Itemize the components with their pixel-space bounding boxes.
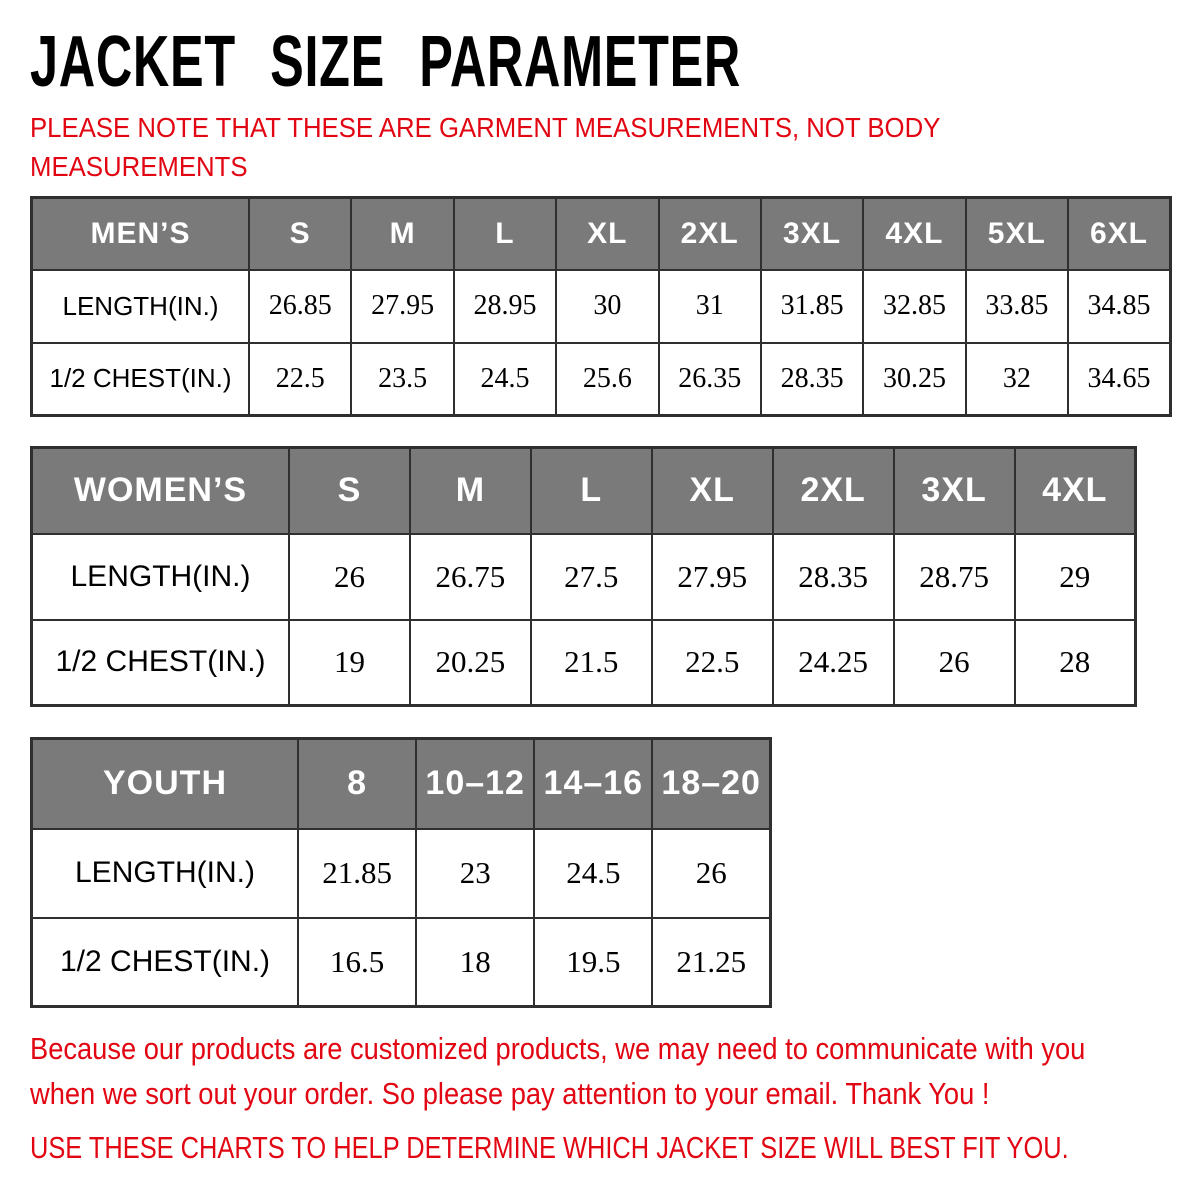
value-cell: 29 [1015,534,1136,620]
value-cell: 27.5 [531,534,652,620]
value-cell: 26.35 [659,343,761,416]
value-cell: 32 [966,343,1068,416]
fit-advice: USE THESE CHARTS TO HELP DETERMINE WHICH JACKET SIZE WILL BEST FIT YOU. [30,1130,1069,1165]
size-header-cell: 8 [298,739,416,829]
value-cell: 34.85 [1068,270,1171,343]
size-header-cell: S [249,198,351,270]
header-row [32,448,1136,534]
customization-notice-line-2: when we sort out your order. So please pay attention to your email. Thank You ! [30,1076,990,1111]
table-row [32,534,1136,620]
value-cell: 19 [289,620,410,706]
value-cell: 26 [652,829,770,918]
size-header-cell: L [531,448,652,534]
value-cell: 24.5 [534,829,652,918]
row-label-cell: 1/2 CHEST(IN.) [32,918,299,1007]
value-cell: 26 [894,620,1015,706]
size-header-cell: 2XL [659,198,761,270]
table-title-cell: MEN’S [32,198,250,270]
row-label-cell: 1/2 CHEST(IN.) [32,343,250,416]
size-header-cell: M [351,198,453,270]
value-cell: 30 [556,270,658,343]
size-header-cell: S [289,448,410,534]
table-title-cell: YOUTH [32,739,299,829]
value-cell: 20.25 [410,620,531,706]
value-cell: 26.85 [249,270,351,343]
value-cell: 21.25 [652,918,770,1007]
value-cell: 31 [659,270,761,343]
value-cell: 23.5 [351,343,453,416]
size-header-cell: 3XL [894,448,1015,534]
value-cell: 27.95 [652,534,773,620]
value-cell: 26 [289,534,410,620]
size-header-cell: 2XL [773,448,894,534]
value-cell: 30.25 [863,343,965,416]
size-header-cell: XL [652,448,773,534]
header-row [32,739,771,829]
size-header-cell: 3XL [761,198,863,270]
value-cell: 21.85 [298,829,416,918]
value-cell: 26.75 [410,534,531,620]
size-header-cell: M [410,448,531,534]
table-row [32,343,1171,416]
mens-size-table [30,196,1172,417]
value-cell: 25.6 [556,343,658,416]
size-header-cell: 4XL [1015,448,1136,534]
value-cell: 16.5 [298,918,416,1007]
size-header-cell: XL [556,198,658,270]
table-row [32,918,771,1007]
value-cell: 28.75 [894,534,1015,620]
value-cell: 28 [1015,620,1136,706]
size-header-cell: 18–20 [652,739,770,829]
table-title-cell: WOMEN’S [32,448,290,534]
header-row [32,198,1171,270]
size-header-cell: 5XL [966,198,1068,270]
size-header-cell: 6XL [1068,198,1171,270]
table-row [32,829,771,918]
value-cell: 28.35 [761,343,863,416]
size-header-cell: 4XL [863,198,965,270]
measurement-note [30,108,940,186]
row-label-cell: 1/2 CHEST(IN.) [32,620,290,706]
value-cell: 27.95 [351,270,453,343]
row-label-cell: LENGTH(IN.) [32,270,250,343]
measurement-note-line-1: PLEASE NOTE THAT THESE ARE GARMENT MEASUREMENTS, NOT BODY [30,112,941,143]
customization-notice-line-1: Because our products are customized products, we may need to communicate with you [30,1031,1086,1066]
value-cell: 24.25 [773,620,894,706]
row-label-cell: LENGTH(IN.) [32,829,299,918]
value-cell: 21.5 [531,620,652,706]
value-cell: 31.85 [761,270,863,343]
youth-size-table [30,737,772,1008]
value-cell: 19.5 [534,918,652,1007]
size-header-cell: 10–12 [416,739,534,829]
value-cell: 28.35 [773,534,894,620]
size-header-cell: L [454,198,556,270]
measurement-note-line-2: MEASUREMENTS [30,151,248,182]
value-cell: 23 [416,829,534,918]
value-cell: 28.95 [454,270,556,343]
value-cell: 32.85 [863,270,965,343]
row-label-cell: LENGTH(IN.) [32,534,290,620]
page-title: JACKET SIZE PARAMETER [30,22,742,102]
value-cell: 22.5 [652,620,773,706]
value-cell: 34.65 [1068,343,1171,416]
womens-size-table [30,446,1137,707]
table-row [32,270,1171,343]
size-header-cell: 14–16 [534,739,652,829]
value-cell: 18 [416,918,534,1007]
value-cell: 33.85 [966,270,1068,343]
table-row [32,620,1136,706]
value-cell: 24.5 [454,343,556,416]
customization-notice [30,1026,1085,1116]
value-cell: 22.5 [249,343,351,416]
